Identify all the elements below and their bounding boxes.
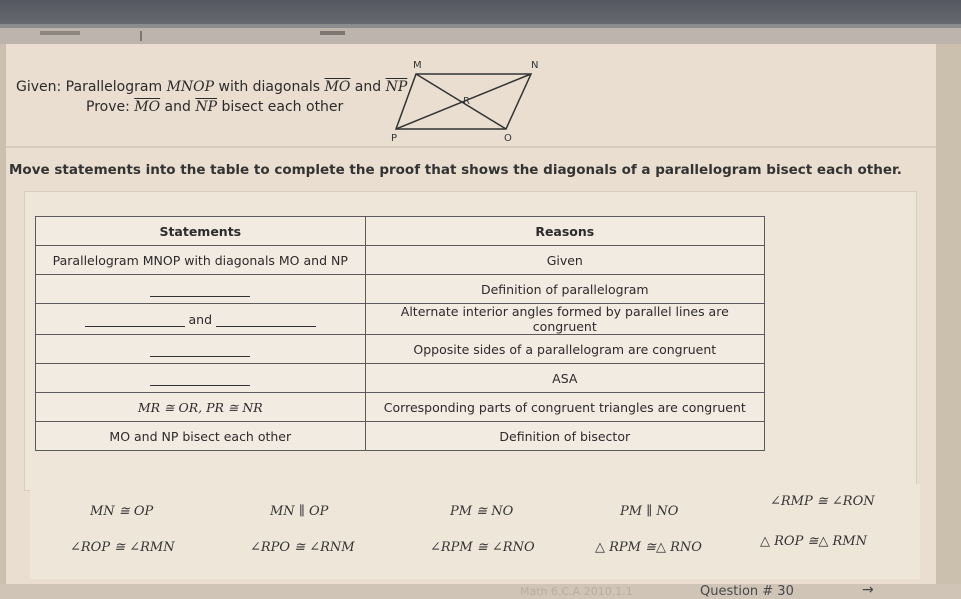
draggable-statement[interactable]: ∠ROP ≅ ∠RMN bbox=[70, 540, 175, 555]
divider bbox=[6, 146, 936, 148]
question-number: Question # 30 bbox=[700, 584, 794, 599]
footer-bar bbox=[0, 584, 961, 599]
table-header-row bbox=[36, 217, 765, 246]
and-connector: and bbox=[188, 311, 213, 327]
reason-cell: Definition of bisector bbox=[365, 422, 764, 451]
given-mid-text: with diagonals bbox=[214, 79, 325, 95]
reason-cell: ASA bbox=[365, 364, 764, 393]
given-prove-text bbox=[16, 77, 407, 117]
reasons-header: Reasons bbox=[365, 217, 764, 246]
draggable-statement[interactable]: PM ∥ NO bbox=[620, 504, 679, 519]
draggable-statement[interactable]: △ RPM ≅△ RNO bbox=[595, 540, 702, 555]
statement-drop-slot[interactable] bbox=[36, 275, 366, 304]
instruction-text: Move statements into the table to complete the proof that shows the diagonals of a parallelogram bisect each other. bbox=[9, 162, 902, 178]
statement-cell: MR ≅ OR, PR ≅ NR bbox=[36, 393, 366, 422]
prove-diagonal-np: NP bbox=[195, 99, 218, 115]
given-and: and bbox=[350, 79, 386, 95]
statement-drop-slot[interactable] bbox=[36, 364, 366, 393]
table-row bbox=[36, 422, 765, 451]
draggable-statement[interactable]: PM ≅ NO bbox=[450, 504, 514, 519]
statement-cell: MO and NP bisect each other bbox=[36, 422, 366, 451]
diagonal-mo: MO bbox=[324, 79, 351, 95]
table-row bbox=[36, 304, 765, 335]
prove-label: Prove: bbox=[86, 99, 135, 115]
draggable-statement[interactable]: ∠RMP ≅ ∠RON bbox=[770, 494, 875, 509]
proof-table bbox=[35, 216, 765, 451]
table-row bbox=[36, 275, 765, 304]
answer-bank bbox=[30, 484, 920, 579]
next-arrow-icon[interactable]: → bbox=[862, 582, 874, 598]
draggable-statement[interactable]: △ ROP ≅△ RMN bbox=[760, 534, 867, 549]
prove-and: and bbox=[160, 99, 196, 115]
prove-line bbox=[16, 97, 407, 117]
table-row bbox=[36, 246, 765, 275]
prove-diagonal-mo: MO bbox=[134, 99, 161, 115]
statement-cell: Parallelogram MNOP with diagonals MO and NP bbox=[36, 246, 366, 275]
vertex-label-n: N bbox=[531, 60, 539, 71]
tab-marker bbox=[320, 31, 345, 35]
reason-cell: Opposite sides of a parallelogram are congruent bbox=[365, 335, 764, 364]
statement-drop-slot[interactable] bbox=[36, 304, 366, 335]
question-panel bbox=[6, 44, 936, 584]
reason-cell: Corresponding parts of congruent triangles are congruent bbox=[365, 393, 764, 422]
draggable-statement[interactable]: MN ∥ OP bbox=[270, 504, 329, 519]
draggable-statement[interactable]: ∠RPO ≅ ∠RNM bbox=[250, 540, 355, 555]
center-label-r: R bbox=[463, 96, 470, 107]
parallelogram-name: MNOP bbox=[166, 79, 215, 95]
table-row bbox=[36, 364, 765, 393]
browser-top-bar bbox=[0, 0, 961, 28]
prove-suffix: bisect each other bbox=[217, 99, 344, 115]
vertex-label-p: P bbox=[391, 133, 398, 144]
tab-marker bbox=[40, 31, 80, 35]
draggable-statement[interactable]: MN ≅ OP bbox=[90, 504, 154, 519]
standard-code: Math 6.C.A 2010.1.1 bbox=[520, 585, 633, 598]
table-row bbox=[36, 393, 765, 422]
statement-drop-slot[interactable] bbox=[36, 335, 366, 364]
reason-cell: Given bbox=[365, 246, 764, 275]
table-row bbox=[36, 335, 765, 364]
vertex-label-o: O bbox=[504, 133, 512, 144]
reason-cell: Definition of parallelogram bbox=[365, 275, 764, 304]
reason-cell: Alternate interior angles formed by parallel lines are congruent bbox=[365, 304, 764, 335]
proof-area bbox=[24, 191, 917, 491]
statements-header: Statements bbox=[36, 217, 366, 246]
draggable-statement[interactable]: ∠RPM ≅ ∠RNO bbox=[430, 540, 535, 555]
tab-marker bbox=[140, 31, 142, 41]
tab-strip bbox=[0, 28, 961, 44]
given-line bbox=[16, 77, 407, 97]
vertex-label-m: M bbox=[413, 60, 422, 71]
given-label: Given: Parallelogram bbox=[16, 79, 167, 95]
parallelogram-figure bbox=[391, 54, 551, 144]
diagonal-np: NP bbox=[385, 79, 408, 95]
